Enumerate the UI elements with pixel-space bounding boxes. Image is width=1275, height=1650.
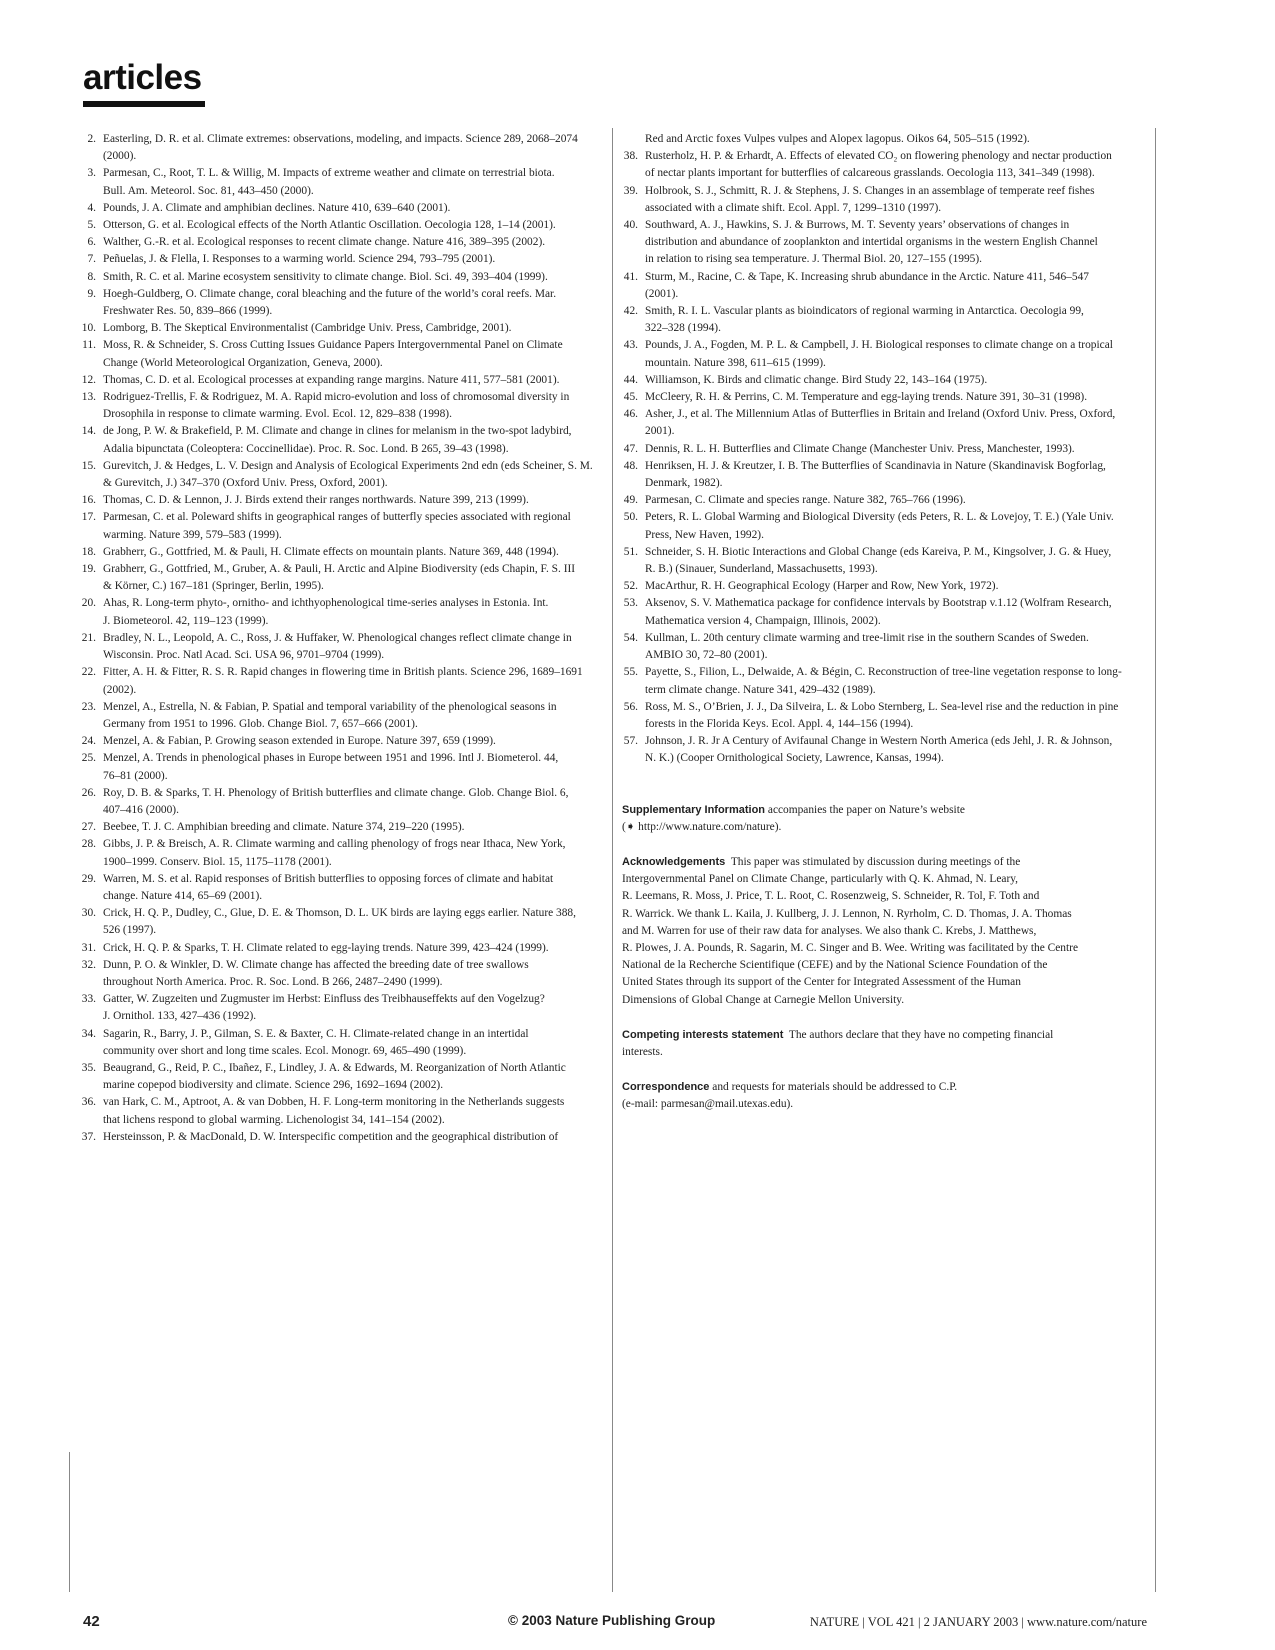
acknowledgements-line: United States through its support of the Center for Integrated Assessment of the Human bbox=[622, 976, 1021, 989]
reference-number: 26. bbox=[81, 786, 96, 799]
reference-text-line: Moss, R. & Schneider, S. Cross Cutting Issues Guidance Papers Intergovernmental Panel on Climate bbox=[103, 339, 563, 352]
reference-number: 27. bbox=[81, 821, 96, 834]
reference-text-line: Red and Arctic foxes Vulpes vulpes and Alopex lagopus. Oikos 64, 505–515 (1992). bbox=[645, 133, 1030, 145]
reference-text-line: community over short and long time scales. Ecol. Monogr. 69, 465–490 (1999). bbox=[103, 1044, 467, 1057]
reference-text-line: Ahas, R. Long-term phyto-, ornitho- and ichthyophenological time-series analyses in Estonia. Int. bbox=[103, 597, 549, 610]
reference-item bbox=[80, 991, 605, 1025]
reference-number: 10. bbox=[81, 322, 96, 335]
reference-text-line: 76–81 (2000). bbox=[103, 769, 168, 782]
reference-text-line: MacArthur, R. H. Geographical Ecology (Harper and Row, New York, 1972). bbox=[645, 580, 999, 593]
reference-item bbox=[80, 957, 605, 991]
reference-number: 44. bbox=[623, 373, 638, 386]
reference-item bbox=[80, 871, 605, 905]
correspondence-text: and requests for materials should be addressed to C.P. bbox=[712, 1081, 958, 1094]
reference-number: 53. bbox=[623, 597, 638, 610]
reference-text-line: Dunn, P. O. & Winkler, D. W. Climate change has affected the breeding date of tree swallows bbox=[103, 958, 529, 971]
reference-text-line: Walther, G.-R. et al. Ecological responses to recent climate change. Nature 416, 389–395 (2002). bbox=[103, 236, 546, 249]
reference-number: 4. bbox=[87, 201, 96, 214]
reference-text-line: Peñuelas, J. & Flella, I. Responses to a warming world. Science 294, 793–795 (2001). bbox=[103, 253, 496, 266]
reference-item bbox=[622, 630, 1145, 664]
reference-item bbox=[622, 664, 1145, 698]
reference-text-line: Henriksen, H. J. & Kreutzer, I. B. The Butterflies of Scandinavia in Nature (Skandinavisk Bogforlag, bbox=[645, 459, 1106, 472]
reference-item bbox=[80, 819, 605, 836]
acknowledgements-line: This paper was stimulated by discussion during meetings of the bbox=[730, 855, 1021, 868]
reference-number: 9. bbox=[87, 287, 96, 300]
reference-item bbox=[80, 940, 605, 957]
reference-number: 5. bbox=[87, 219, 96, 232]
reference-text-line: Sagarin, R., Barry, J. P., Gilman, S. E. & Baxter, C. H. Climate-related change in an intertidal bbox=[103, 1027, 529, 1040]
reference-text-line: Grabherr, G., Gottfried, M. & Pauli, H. Climate effects on mountain plants. Nature 369, 448 (1994). bbox=[103, 545, 559, 558]
reference-item bbox=[622, 458, 1145, 492]
reference-text-line: Ross, M. S., O’Brien, J. J., Da Silveira, L. & Lobo Sternberg, L. Sea-level rise and the reduction in pine bbox=[645, 700, 1119, 713]
reference-number: 14. bbox=[81, 425, 96, 438]
reference-number: 28. bbox=[81, 838, 96, 851]
reference-text-line: Payette, S., Filion, L., Delwaide, A. & Bégin, C. Reconstruction of tree-line vegetation response to long- bbox=[645, 666, 1122, 679]
reference-text-line: de Jong, P. W. & Brakefield, P. M. Climate and change in clines for melanism in the two-spot ladybird, bbox=[103, 425, 572, 438]
reference-item bbox=[80, 595, 605, 629]
reference-number: 55. bbox=[623, 666, 638, 679]
reference-number: 15. bbox=[81, 459, 96, 472]
reference-text-line: Mathematica version 4, Champaign, Illinois, 2002). bbox=[645, 614, 881, 627]
reference-number: 25. bbox=[81, 752, 96, 765]
reference-text-line: Thomas, C. D. & Lennon, J. J. Birds extend their ranges northwards. Nature 399, 213 (1999). bbox=[103, 494, 529, 507]
reference-number: 37. bbox=[81, 1130, 96, 1143]
reference-text-line: warming. Nature 399, 579–583 (1999). bbox=[103, 528, 282, 541]
reference-text-line: Schneider, S. H. Biotic Interactions and Global Change (eds Kareiva, P. M., Kingsolver, J. G. & Huey, bbox=[645, 545, 1112, 558]
reference-text-line: 2001). bbox=[645, 425, 675, 438]
page-number: 42 bbox=[83, 1613, 100, 1630]
reference-number: 3. bbox=[87, 167, 96, 180]
reference-number: 47. bbox=[623, 442, 638, 455]
reference-text-line: Wisconsin. Proc. Natl Acad. Sci. USA 96, 9701–9704 (1999). bbox=[103, 649, 385, 662]
reference-text-line: Drosophila in response to climate warming. Evol. Ecol. 12, 829–838 (1998). bbox=[103, 408, 452, 421]
reference-text-line: van Hark, C. M., Aptroot, A. & van Dobben, H. F. Long-term monitoring in the Netherlands suggests bbox=[103, 1096, 565, 1109]
reference-text-line: 1900–1999. Conserv. Biol. 15, 1175–1178 (2001). bbox=[103, 855, 332, 868]
reference-item bbox=[622, 578, 1145, 595]
reference-number: 21. bbox=[81, 631, 96, 644]
acknowledgements-line: R. Leemans, R. Moss, J. Price, T. L. Root, C. Rosenzweig, S. Schneider, R. Tol, F. Toth and bbox=[622, 890, 1040, 903]
reference-item bbox=[80, 750, 605, 784]
acknowledgements-line: and M. Warren for use of their raw data for analyses. We also thank C. Krebs, J. Matthews, bbox=[622, 924, 1037, 937]
reference-item bbox=[80, 1094, 605, 1128]
reference-number: 43. bbox=[623, 339, 638, 352]
reference-number: 33. bbox=[81, 993, 96, 1006]
reference-text-line: Gatter, W. Zugzeiten und Zugmuster im Herbst: Einfluss des Treibhauseffekts auf den Vogelzug? bbox=[103, 993, 545, 1006]
reference-text-line: & Körner, C.) 167–181 (Springer, Berlin, 1995). bbox=[103, 580, 324, 593]
reference-text-line: R. B.) (Sinauer, Sunderland, Massachusetts, 1993). bbox=[645, 563, 878, 576]
competing-heading: Competing interests statement bbox=[622, 1028, 784, 1041]
reference-number: 40. bbox=[623, 219, 638, 232]
reference-text-line: 526 (1997). bbox=[103, 924, 157, 937]
reference-text-line: associated with a climate shift. Ecol. Appl. 7, 1299–1310 (1997). bbox=[645, 201, 942, 214]
reference-number: 23. bbox=[81, 700, 96, 713]
reference-item bbox=[80, 217, 605, 234]
reference-item bbox=[80, 905, 605, 939]
acknowledgements-line: Intergovernmental Panel on Climate Change, particularly with Q. K. Ahmad, N. Leary, bbox=[622, 873, 1019, 886]
reference-item bbox=[622, 544, 1145, 578]
reference-number: 13. bbox=[81, 391, 96, 404]
reference-number: 8. bbox=[87, 270, 96, 283]
reference-number: 31. bbox=[81, 941, 96, 954]
reference-number: 41. bbox=[623, 270, 638, 283]
reference-item bbox=[622, 148, 1145, 182]
reference-text-line: Kullman, L. 20th century climate warming and tree-limit rise in the southern Scandes of Sweden. bbox=[645, 631, 1089, 644]
reference-text-line: Sturm, M., Racine, C. & Tape, K. Increasing shrub abundance in the Arctic. Nature 411, 546–547 bbox=[645, 270, 1089, 283]
reference-text-line: Germany from 1951 to 1996. Glob. Change Biol. 7, 657–666 (2001). bbox=[103, 717, 418, 730]
reference-number: 20. bbox=[81, 597, 96, 610]
reference-number: 6. bbox=[87, 236, 96, 249]
reference-text-line: & Gurevitch, J.) 347–370 (Oxford Univ. Press, Oxford, 2001). bbox=[103, 477, 388, 490]
reference-text-line: AMBIO 30, 72–80 (2001). bbox=[645, 649, 768, 662]
reference-text-line: Menzel, A. Trends in phenological phases in Europe between 1951 and 1996. Intl J. Biometerol. 44, bbox=[103, 752, 559, 765]
reference-text-line: of nectar plants important for butterflies of calcareous grasslands. Oecologia 113, 341–349 (1998). bbox=[645, 167, 1095, 180]
correspondence bbox=[622, 1079, 1145, 1113]
reference-item bbox=[622, 131, 1145, 148]
acknowledgements-heading: Acknowledgements bbox=[622, 855, 726, 868]
reference-number: 7. bbox=[87, 253, 96, 266]
reference-text-line: Parmesan, C. Climate and species range. Nature 382, 765–766 (1996). bbox=[645, 494, 966, 507]
reference-text-line: Change (World Meteorological Organization, Geneva, 2000). bbox=[103, 356, 383, 369]
reference-number: 34. bbox=[81, 1027, 96, 1040]
reference-text-line: Crick, H. Q. P., Dudley, C., Glue, D. E. & Thomson, D. L. UK birds are laying eggs earlier. Nature 388, bbox=[103, 907, 576, 920]
supplementary-text: accompanies the paper on Nature’s website bbox=[767, 803, 965, 816]
reference-number: 48. bbox=[623, 459, 638, 472]
reference-number: 51. bbox=[623, 545, 638, 558]
section-header: articles bbox=[83, 58, 202, 97]
reference-number: 29. bbox=[81, 872, 96, 885]
reference-text-line: Rodriguez-Trellis, F. & Rodriguez, M. A. Rapid micro-evolution and loss of chromosomal diversity in bbox=[103, 391, 570, 404]
acknowledgements bbox=[622, 854, 1145, 1009]
references-right-column bbox=[622, 131, 1145, 1114]
reference-number: 54. bbox=[623, 631, 638, 644]
reference-text-line: Rusterholz, H. P. & Erhardt, A. Effects of elevated CO₂ on flowering phenology and nectar production bbox=[645, 150, 1112, 163]
reference-text-line: mountain. Nature 398, 611–615 (1999). bbox=[645, 356, 826, 369]
supplementary-information bbox=[622, 802, 1145, 836]
reference-text-line: marine copepod biodiversity and climate. Science 296, 1692–1694 (2002). bbox=[103, 1079, 444, 1092]
journal-info: NATURE | VOL 421 | 2 JANUARY 2003 | www.nature.com/nature bbox=[809, 1615, 1147, 1629]
reference-number: 35. bbox=[81, 1061, 96, 1074]
reference-item bbox=[622, 372, 1145, 389]
reference-text-line: Crick, H. Q. P. & Sparks, T. H. Climate related to egg-laying trends. Nature 399, 423–424 (1999). bbox=[103, 941, 549, 954]
reference-text-line: Denmark, 1982). bbox=[645, 477, 723, 490]
reference-text-line: Hersteinsson, P. & MacDonald, D. W. Interspecific competition and the geographical distribution of bbox=[103, 1130, 559, 1143]
section-header-rule bbox=[83, 101, 205, 107]
reference-text-line: (2002). bbox=[103, 683, 137, 696]
reference-text-line: forests in the Florida Keys. Ecol. Appl. 4, 144–156 (1994). bbox=[645, 717, 914, 730]
reference-text-line: Press, New Haven, 1992). bbox=[645, 528, 764, 541]
reference-item bbox=[80, 165, 605, 199]
reference-text-line: in relation to rising sea temperature. J. Thermal Biol. 20, 127–155 (1995). bbox=[645, 253, 983, 266]
reference-number: 18. bbox=[81, 545, 96, 558]
reference-text-line: Southward, A. J., Hawkins, S. J. & Burrows, M. T. Seventy years’ observations of changes in bbox=[645, 219, 1070, 232]
reference-item bbox=[80, 372, 605, 389]
reference-item bbox=[80, 458, 605, 492]
reference-item bbox=[80, 286, 605, 320]
reference-number: 2. bbox=[87, 133, 96, 145]
reference-text-line: Parmesan, C. et al. Poleward shifts in geographical ranges of butterfly species associated with regional bbox=[103, 511, 571, 524]
reference-number: 17. bbox=[81, 511, 96, 524]
acknowledgements-line: National de la Recherche Scientifique (CEFE) and by the National Science Foundation of the bbox=[622, 959, 1048, 972]
competing-text-cont: interests. bbox=[622, 1045, 663, 1058]
reference-text-line: Asher, J., et al. The Millennium Atlas of Butterflies in Britain and Ireland (Oxford Univ. Press, Oxford, bbox=[645, 408, 1116, 421]
reference-item bbox=[80, 630, 605, 664]
reference-number: 45. bbox=[623, 391, 638, 404]
reference-item bbox=[80, 423, 605, 457]
reference-text-line: Adalia bipunctata (Coleoptera: Coccinellidae). Proc. R. Soc. Lond. B 265, 39–43 (1998). bbox=[103, 442, 509, 455]
reference-number: 30. bbox=[81, 907, 96, 920]
reference-text-line: Gurevitch, J. & Hedges, L. V. Design and Analysis of Ecological Experiments 2nd edn (eds Scheiner, S. M. bbox=[103, 459, 593, 472]
reference-number: 19. bbox=[81, 563, 96, 576]
reference-text-line: throughout North America. Proc. R. Soc. Lond. B 266, 2487–2490 (1999). bbox=[103, 975, 443, 988]
acknowledgements-line: Dimensions of Global Change at Carnegie Mellon University. bbox=[622, 993, 905, 1006]
reference-text-line: J. Ornithol. 133, 427–436 (1992). bbox=[103, 1010, 257, 1023]
reference-number: 38. bbox=[623, 150, 638, 163]
reference-item bbox=[622, 183, 1145, 217]
reference-item bbox=[622, 389, 1145, 406]
reference-number: 32. bbox=[81, 958, 96, 971]
acknowledgements-line: R. Warrick. We thank L. Kaila, J. Kullberg, J. J. Lennon, N. Ryrholm, C. D. Thomas, J. A. Thomas bbox=[622, 907, 1072, 920]
competing-text: The authors declare that they have no competing financial bbox=[788, 1028, 1054, 1041]
reference-text-line: Grabherr, G., Gottfried, M., Gruber, A. & Pauli, H. Arctic and Alpine Biodiversity (eds Chapin, F. S. III bbox=[103, 563, 576, 576]
reference-number: 50. bbox=[623, 511, 638, 524]
reference-text-line: Pounds, J. A., Fogden, M. P. L. & Campbell, J. H. Biological responses to climate change on a tropical bbox=[645, 339, 1113, 352]
reference-text-line: Johnson, J. R. Jr A Century of Avifaunal Change in Western North America (eds Jehl, J. R. & Johnson, bbox=[645, 735, 1113, 748]
column-divider-right bbox=[1155, 128, 1156, 1592]
reference-text-line: Smith, R. C. et al. Marine ecosystem sensitivity to climate change. Biol. Sci. 49, 393–404 (1999). bbox=[103, 270, 548, 283]
reference-item bbox=[80, 492, 605, 509]
reference-item bbox=[80, 337, 605, 371]
supplementary-heading: Supplementary Information bbox=[622, 803, 766, 816]
reference-item bbox=[80, 561, 605, 595]
reference-text-line: Dennis, R. L. H. Butterflies and Climate Change (Manchester Univ. Press, Manchester, 1993). bbox=[645, 442, 1075, 455]
reference-text-line: Parmesan, C., Root, T. L. & Willig, M. Impacts of extreme weather and climate on terrestrial biota. bbox=[103, 167, 555, 180]
reference-item bbox=[622, 509, 1145, 543]
reference-item bbox=[80, 131, 605, 165]
reference-text-line: Smith, R. I. L. Vascular plants as bioindicators of regional warming in Antarctica. Oecologia 99, bbox=[645, 305, 1084, 318]
reference-text-line: Fitter, A. H. & Fitter, R. S. R. Rapid changes in flowering time in British plants. Science 296, 1689–1691 bbox=[103, 666, 583, 679]
supplementary-link[interactable]: (➧ http://www.nature.com/nature). bbox=[622, 820, 782, 833]
reference-item bbox=[80, 251, 605, 268]
reference-text-line: Bull. Am. Meteorol. Soc. 81, 443–450 (2000). bbox=[103, 184, 314, 197]
reference-number: 49. bbox=[623, 494, 638, 507]
reference-text-line: Gibbs, J. P. & Breisch, A. R. Climate warming and calling phenology of frogs near Ithaca, New York, bbox=[103, 838, 566, 851]
reference-item bbox=[80, 509, 605, 543]
reference-number: 11. bbox=[82, 339, 96, 352]
reference-text-line: Freshwater Res. 50, 839–866 (1999). bbox=[103, 305, 273, 318]
reference-item bbox=[80, 269, 605, 286]
reference-text-line: N. K.) (Cooper Ornithological Society, Lawrence, Kansas, 1994). bbox=[645, 752, 944, 765]
reference-item bbox=[80, 544, 605, 561]
reference-item bbox=[622, 733, 1145, 767]
reference-text-line: Pounds, J. A. Climate and amphibian declines. Nature 410, 639–640 (2001). bbox=[103, 201, 451, 214]
reference-item bbox=[622, 595, 1145, 629]
reference-number: 24. bbox=[81, 735, 96, 748]
acknowledgements-line: R. Plowes, J. A. Pounds, R. Sagarin, M. C. Singer and B. Wee. Writing was facilitated by the Centre bbox=[622, 941, 1078, 954]
reference-text-line: Menzel, A. & Fabian, P. Growing season extended in Europe. Nature 397, 659 (1999). bbox=[103, 735, 496, 748]
reference-item bbox=[622, 269, 1145, 303]
reference-item bbox=[80, 733, 605, 750]
reference-item bbox=[80, 200, 605, 217]
reference-text-line: (2000). bbox=[103, 150, 137, 163]
reference-text-line: 407–416 (2000). bbox=[103, 803, 179, 816]
reference-item bbox=[622, 303, 1145, 337]
reference-text-line: Thomas, C. D. et al. Ecological processes at expanding range margins. Nature 411, 577–581 (2001). bbox=[103, 373, 560, 386]
reference-item bbox=[80, 785, 605, 819]
reference-item bbox=[80, 234, 605, 251]
reference-item bbox=[80, 1060, 605, 1094]
reference-text-line: Warren, M. S. et al. Rapid responses of British butterflies to opposing forces of climate and habitat bbox=[103, 872, 554, 885]
reference-item bbox=[622, 492, 1145, 509]
reference-item bbox=[80, 699, 605, 733]
reference-item bbox=[622, 406, 1145, 440]
reference-item bbox=[80, 836, 605, 870]
reference-item bbox=[622, 441, 1145, 458]
reference-item bbox=[80, 1129, 605, 1146]
reference-text-line: Beaugrand, G., Reid, P. C., Ibañez, F., Lindley, J. A. & Edwards, M. Reorganization of North Atlantic bbox=[103, 1061, 566, 1074]
reference-item bbox=[622, 699, 1145, 733]
reference-number: 39. bbox=[623, 184, 638, 197]
reference-item bbox=[622, 337, 1145, 371]
reference-number: 16. bbox=[81, 494, 96, 507]
reference-number: 42. bbox=[623, 305, 638, 318]
reference-text-line: J. Biometeorol. 42, 119–123 (1999). bbox=[103, 614, 269, 627]
reference-text-line: Menzel, A., Estrella, N. & Fabian, P. Spatial and temporal variability of the phenological seasons in bbox=[103, 700, 557, 713]
reference-number: 46. bbox=[623, 408, 638, 421]
reference-number: 36. bbox=[81, 1096, 96, 1109]
copyright-notice: © 2003 Nature Publishing Group bbox=[508, 1613, 716, 1628]
reference-number: 12. bbox=[81, 373, 96, 386]
reference-text-line: Beebee, T. J. C. Amphibian breeding and climate. Nature 374, 219–220 (1995). bbox=[103, 821, 465, 834]
reference-text-line: Peters, R. L. Global Warming and Biological Diversity (eds Peters, R. L. & Lovejoy, T. E.) (Yale Univ. bbox=[645, 511, 1114, 524]
reference-text-line: (2001). bbox=[645, 287, 679, 300]
column-divider-left bbox=[69, 1452, 70, 1592]
correspondence-heading: Correspondence bbox=[622, 1081, 710, 1094]
reference-number: 56. bbox=[623, 700, 638, 713]
reference-text-line: Holbrook, S. J., Schmitt, R. J. & Stephens, J. S. Changes in an assemblage of temperate reef fishes bbox=[645, 184, 1095, 197]
correspondence-email[interactable]: (e-mail: parmesan@mail.utexas.edu). bbox=[622, 1098, 794, 1111]
reference-number: 57. bbox=[623, 735, 638, 748]
reference-text-line: 322–328 (1994). bbox=[645, 322, 721, 335]
column-divider-middle bbox=[612, 128, 613, 1592]
reference-text-line: McCleery, R. H. & Perrins, C. M. Temperature and egg-laying trends. Nature 391, 30–31 (1998). bbox=[645, 391, 1088, 404]
reference-number: 52. bbox=[623, 580, 638, 593]
reference-number: 22. bbox=[81, 666, 96, 679]
references-left-column bbox=[80, 131, 605, 1146]
reference-text-line: Williamson, K. Birds and climatic change. Bird Study 22, 143–164 (1975). bbox=[645, 373, 988, 386]
reference-text-line: Otterson, G. et al. Ecological effects of the North Atlantic Oscillation. Oecologia 128, 1–14 (2001). bbox=[103, 219, 556, 232]
reference-item bbox=[622, 217, 1145, 269]
reference-text-line: Aksenov, S. V. Mathematica package for confidence intervals by Bootstrap v.1.12 (Wolfram Research, bbox=[645, 597, 1112, 610]
reference-text-line: Easterling, D. R. et al. Climate extremes: observations, modeling, and impacts. Science 289, 2068–2074 bbox=[103, 133, 578, 145]
reference-text-line: distribution and abundance of zooplankton and intertidal organisms in the western English Channel bbox=[645, 236, 1098, 249]
reference-text-line: Lomborg, B. The Skeptical Environmentalist (Cambridge Univ. Press, Cambridge, 2001). bbox=[103, 322, 512, 335]
reference-item bbox=[80, 389, 605, 423]
reference-item bbox=[80, 320, 605, 337]
reference-text-line: Roy, D. B. & Sparks, T. H. Phenology of British butterflies and climate change. Glob. Change Biol. 6, bbox=[103, 786, 569, 799]
reference-text-line: term climate change. Nature 341, 429–432 (1989). bbox=[645, 683, 876, 696]
reference-text-line: Hoegh-Guldberg, O. Climate change, coral bleaching and the future of the world’s coral reefs. Mar. bbox=[103, 287, 557, 300]
reference-text-line: change. Nature 414, 65–69 (2001). bbox=[103, 889, 263, 902]
reference-item bbox=[80, 664, 605, 698]
competing-interests bbox=[622, 1027, 1145, 1061]
reference-text-line: Bradley, N. L., Leopold, A. C., Ross, J. & Huffaker, W. Phenological changes reflect climate change in bbox=[103, 631, 572, 644]
reference-item bbox=[80, 1026, 605, 1060]
reference-text-line: that lichens respond to global warming. Lichenologist 34, 141–154 (2002). bbox=[103, 1113, 445, 1126]
